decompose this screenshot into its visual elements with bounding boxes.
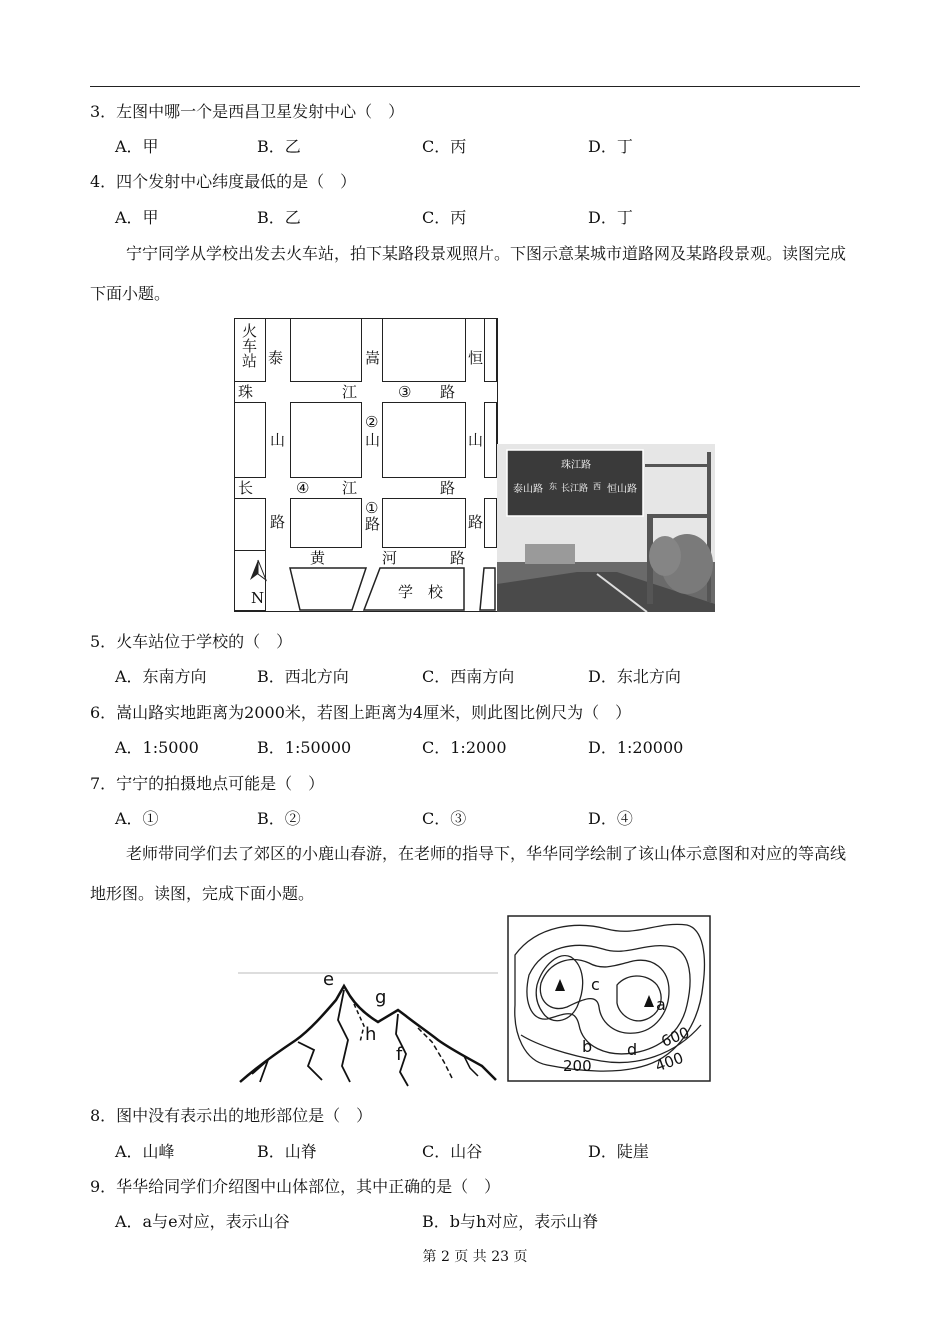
header-rule [90,86,860,87]
label-zhujiang-2: 江 [342,383,358,401]
question-4-stem: 4．四个发射中心纬度最低的是（ ） [90,172,357,191]
label-a: a [656,995,666,1014]
label-c: c [591,975,600,994]
label-taishan-road: 泰 [268,349,284,367]
question-6-option-b: B．1:50000 [257,738,352,757]
station-char: 站 [242,352,258,370]
sign-west: 西 [593,482,601,491]
label-huanghe-1: 黄 [310,549,326,567]
label-zhujiang-1: 珠 [238,383,254,401]
question-5-option-b: B．西北方向 [257,667,349,686]
spot-2: ② [365,413,379,431]
question-7-stem: 7．宁宁的拍摄地点可能是（ ） [90,774,325,793]
question-8-stem: 8．图中没有表示出的地形部位是（ ） [90,1106,373,1125]
question-8-option-a: A．山峰 [115,1142,175,1161]
label-h: h [365,1024,377,1045]
label-changjiang-2: 江 [342,479,358,497]
station-char: 火 [242,322,258,340]
question-6-stem: 6．嵩山路实地距离为2000米，若图上距离为4厘米，则此图比例尺为（ ） [90,703,632,722]
question-9-option-b: B．b与h对应，表示山脊 [422,1212,599,1231]
question-9-option-a: A．a与e对应，表示山谷 [115,1212,290,1231]
question-4-option-b: B．乙 [257,208,301,227]
question-9-stem: 9．华华给同学们介绍图中山体部位，其中正确的是（ ） [90,1177,501,1196]
label-changjiang-1: 长 [238,479,254,497]
road-network-map [234,318,498,612]
label-songshan-lu: 路 [365,515,381,533]
page-footer: 第 2 页 共 23 页 [422,1249,528,1265]
question-4-option-a: A．甲 [115,208,159,227]
question-3-option-c: C．丙 [422,137,467,156]
station-char: 车 [242,337,258,355]
sign-top: 珠江路 [561,460,591,471]
question-8-option-c: C．山谷 [422,1142,483,1161]
spot-4: ④ [296,479,310,497]
question-7-option-a: A．① [115,809,159,828]
question-6-option-c: C．1:2000 [422,738,507,757]
question-3-option-b: B．乙 [257,137,301,156]
question-3-option-d: D．丁 [588,137,633,156]
question-3-option-a: A．甲 [115,137,159,156]
spot-1: ① [365,499,379,517]
question-7-option-c: C．③ [422,809,467,828]
sign-left: 泰山路 [513,484,543,495]
label-b: b [582,1037,593,1056]
sign-east: 东 [549,482,557,491]
street-photo [497,444,715,612]
label-600: 600 [658,1023,692,1051]
question-5-stem: 5．火车站位于学校的（ ） [90,632,293,651]
label-zhujiang-3: 路 [440,383,456,401]
contour-map [507,915,711,1082]
label-hengshan-lu: 路 [468,513,484,531]
north-label: N [251,589,265,607]
label-d: d [627,1040,638,1059]
road-passage: 宁宁同学从学校出发去火车站，拍下某路段景观照片。下图示意某城市道路网及某路段景观。读图完成下面小题。 [90,244,847,303]
label-huanghe-2: 河 [382,549,398,567]
mountain-passage: 老师带同学们去了郊区的小鹿山春游，在老师的指导下，华华同学绘制了该山体示意图和对应的等高线地形图。读图，完成下面小题。 [90,844,847,903]
question-4-option-c: C．丙 [422,208,467,227]
label-200: 200 [563,1057,592,1075]
label-huanghe-3: 路 [450,549,466,567]
question-6-option-a: A．1:5000 [115,738,199,757]
label-taishan-shan: 山 [270,431,286,449]
mountain-sketch [238,970,500,1090]
label-station [242,324,258,369]
street-scene [497,444,715,612]
question-5-option-a: A．东南方向 [115,667,207,686]
label-songshan-road: 嵩 [365,349,381,367]
label-400: 400 [652,1048,686,1076]
label-changjiang-3: 路 [440,479,456,497]
sign-center: 长江路 [561,484,589,494]
label-hengshan-shan: 山 [468,431,484,449]
label-songshan-shan: 山 [365,431,381,449]
question-5-option-d: D．东北方向 [588,667,681,686]
label-school: 学 校 [398,583,444,601]
spot-3: ③ [398,383,412,401]
question-6-option-d: D．1:20000 [588,738,684,757]
question-8-option-b: B．山脊 [257,1142,317,1161]
question-5-option-c: C．西南方向 [422,667,515,686]
label-f: f [396,1044,403,1065]
question-7-option-b: B．② [257,809,301,828]
label-hengshan-road: 恒 [468,349,484,367]
label-taishan-lu: 路 [270,513,286,531]
question-8-option-d: D．陡崖 [588,1142,649,1161]
sign-right: 恒山路 [607,484,637,495]
label-e: e [323,969,335,990]
label-g: g [375,987,387,1008]
question-7-option-d: D．④ [588,809,633,828]
question-4-option-d: D．丁 [588,208,633,227]
question-3-stem: 3．左图中哪一个是西昌卫星发射中心（ ） [90,102,405,121]
